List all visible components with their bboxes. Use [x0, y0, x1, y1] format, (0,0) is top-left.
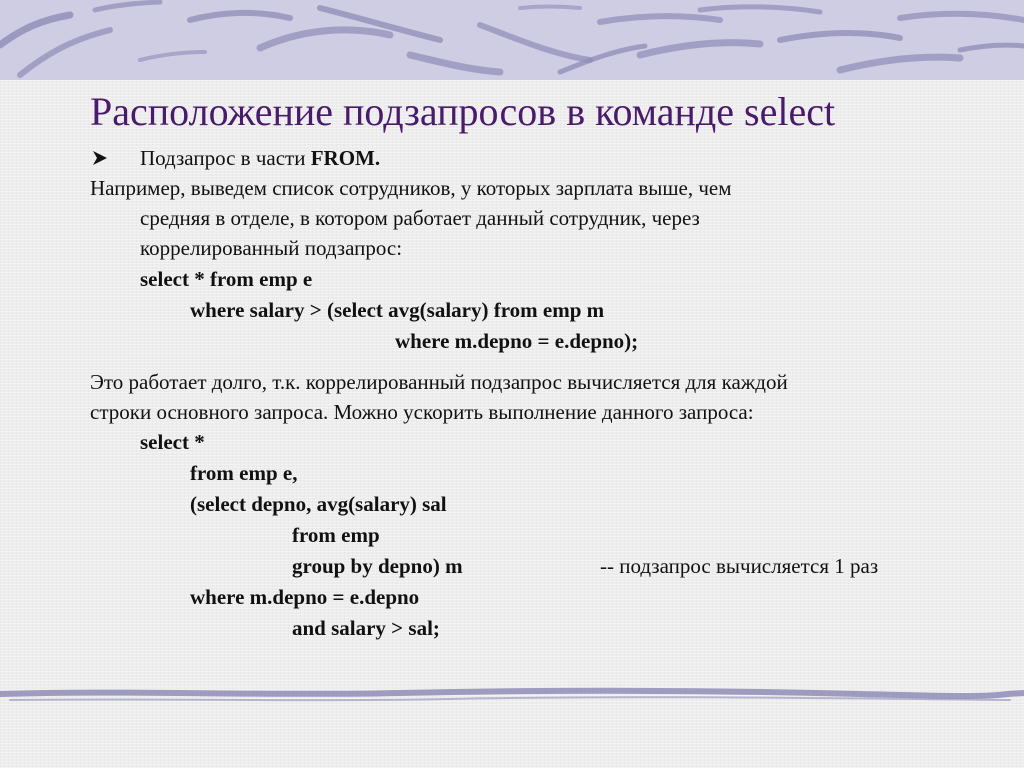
explanation-line-1: Это работает долго, т.к. коррелированный подзапрос вычисляется для каждой	[90, 370, 788, 394]
code2-line-6: where m.depno = e.depno	[190, 585, 420, 609]
decorative-swirls-icon	[0, 0, 1024, 80]
bullet-text	[140, 144, 380, 172]
bullet-prefix: Подзапрос в части	[140, 146, 306, 170]
explanation-line-2: строки основного запроса. Можно ускорить выполнение данного запроса:	[90, 400, 754, 424]
example-line-2: средняя в отделе, в котором работает данный сотрудник, через	[140, 206, 700, 230]
code-line-1: select * from emp e	[140, 267, 313, 291]
code2-comment: -- подзапрос вычисляется 1 раз	[600, 554, 879, 578]
code-line-2: where salary > (select avg(salary) from emp m	[190, 298, 605, 322]
code2-line-4: from emp	[292, 523, 380, 547]
code2-line-1: select *	[140, 430, 205, 454]
decorative-bottom-rule	[0, 676, 1024, 716]
example-line-1: Например, выведем список сотрудников, у которых зарплата выше, чем	[90, 176, 732, 200]
code2-line-3: (select depno, avg(salary) sal	[190, 492, 447, 516]
decorative-top-band	[0, 0, 1024, 80]
code-line-3: where m.depno = e.depno);	[395, 329, 639, 353]
decorative-line-icon	[0, 676, 1024, 716]
arrow-bullet-icon	[90, 148, 110, 168]
code2-line-7: and salary > sal;	[292, 616, 440, 640]
code2-line-2: from emp e,	[190, 461, 298, 485]
example-line-3: коррелированный подзапрос:	[140, 236, 403, 260]
bullet-keyword: FROM.	[310, 146, 381, 170]
code2-line-5: group by depno) m	[292, 554, 463, 578]
slide-title: Расположение подзапросов в команде select	[90, 89, 836, 134]
